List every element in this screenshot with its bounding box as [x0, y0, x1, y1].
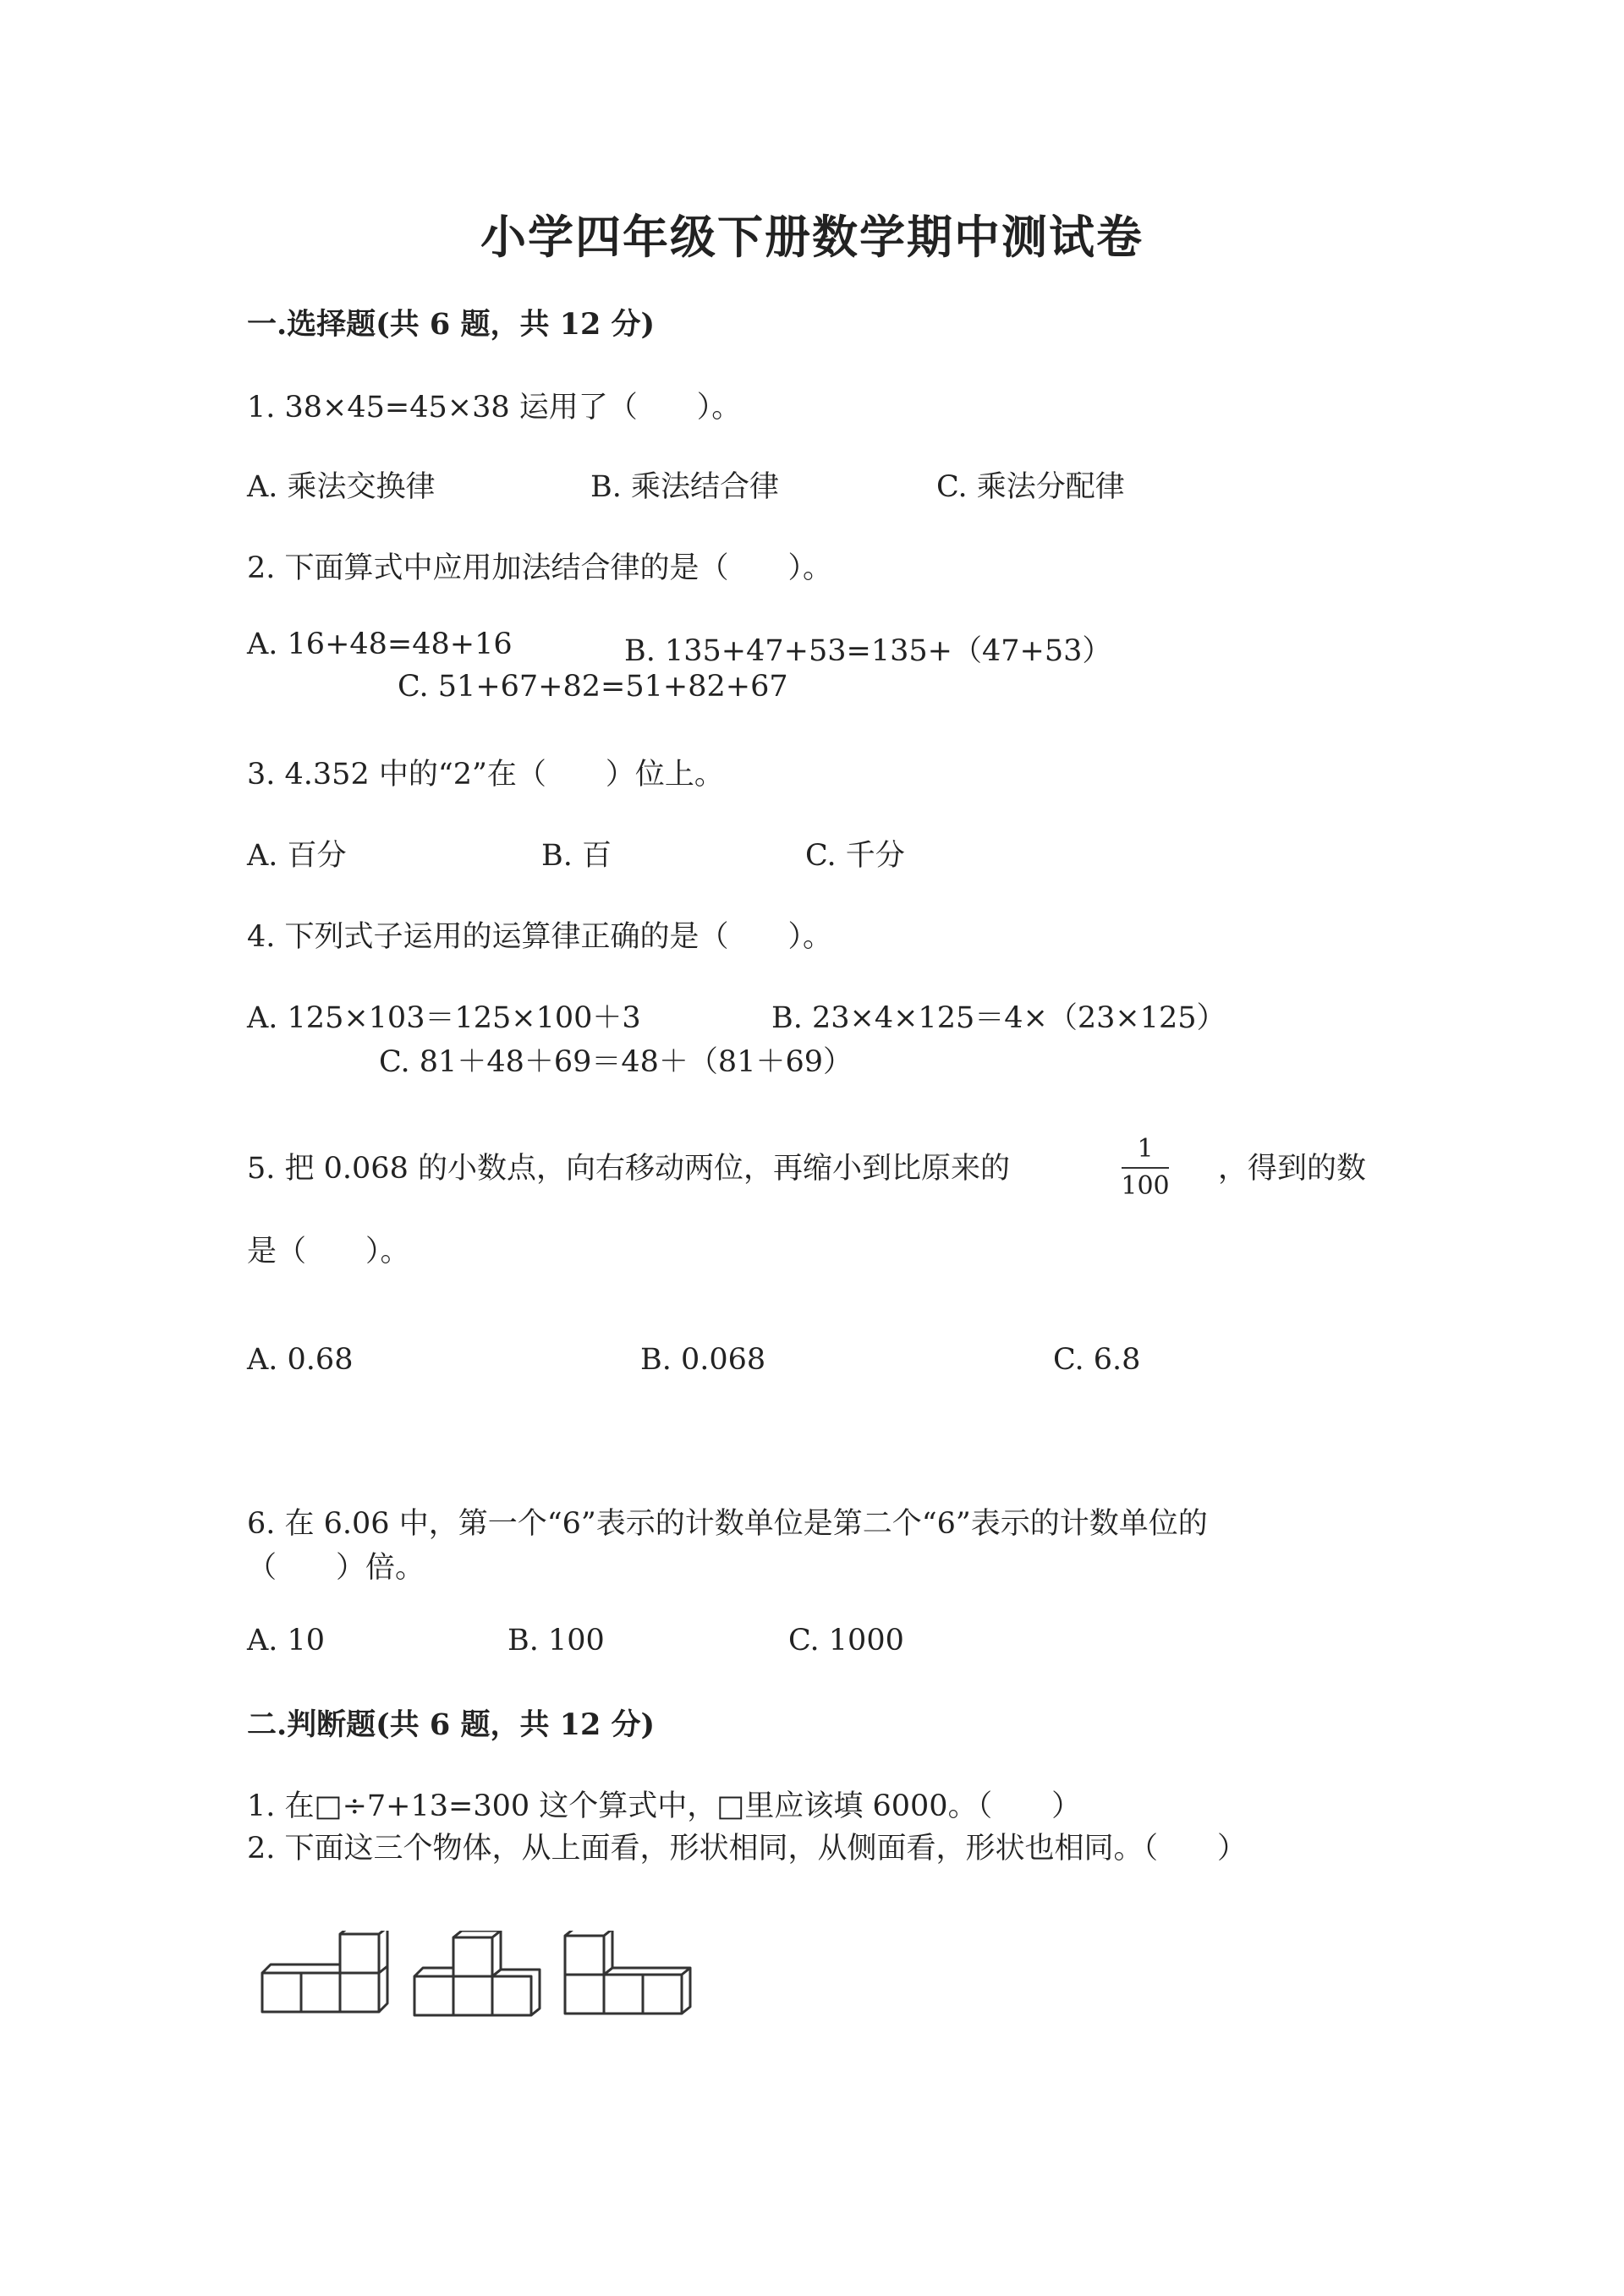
- question-2-option-b: B. 135+47+53=135+（47+53）: [624, 634, 1112, 668]
- question-3-option-c: C. 千分: [805, 839, 905, 873]
- question-5-text-after: ，得到的数: [1218, 1152, 1367, 1186]
- question-4-text: 4. 下列式子运用的运算律正确的是（ ）。: [247, 920, 833, 954]
- question-6-option-c: C. 1000: [788, 1624, 904, 1658]
- question-5-option-c: C. 6.8: [1053, 1343, 1141, 1377]
- question-4-option-c: C. 81＋48＋69＝48＋（81＋69）: [379, 1045, 853, 1079]
- question-2-option-a: A. 16+48=48+16: [247, 627, 513, 661]
- question-6-text-line2: （ ）倍。: [247, 1551, 425, 1585]
- question-3-text: 3. 4.352 中的“2”在（ ）位上。: [247, 758, 724, 792]
- question-5-option-b: B. 0.068: [640, 1343, 766, 1377]
- page-title: 小学四年级下册数学期中测试卷: [480, 210, 1144, 264]
- question-4-option-b: B. 23×4×125＝4×（23×125）: [771, 1001, 1226, 1035]
- cube-object-1: [262, 1931, 387, 2012]
- section-heading-multiple-choice: 一.选择题(共 6 题，共 12 分): [247, 307, 656, 342]
- question-1-text: 1. 38×45=45×38 运用了（ ）。: [247, 391, 742, 425]
- question-3-option-b: B. 百: [541, 839, 612, 873]
- judgment-question-2-text: 2. 下面这三个物体，从上面看，形状相同，从侧面看，形状也相同。（ ）: [247, 1832, 1248, 1866]
- question-5-text-line2: 是（ ）。: [247, 1235, 410, 1269]
- judgment-question-1-text: 1. 在□÷7+13=300 这个算式中，□里应该填 6000。（ ）: [247, 1789, 1082, 1823]
- question-1-option-c: C. 乘法分配律: [936, 470, 1125, 504]
- question-5-option-a: A. 0.68: [247, 1343, 354, 1377]
- question-3-option-a: A. 百分: [247, 839, 347, 873]
- question-5-fraction: [1118, 1134, 1172, 1201]
- question-6-option-a: A. 10: [247, 1624, 326, 1658]
- question-1-option-a: A. 乘法交换律: [247, 470, 436, 504]
- question-2-option-c: C. 51+67+82=51+82+67: [398, 670, 788, 704]
- question-1-option-b: B. 乘法结合律: [590, 470, 779, 504]
- question-6-option-b: B. 100: [508, 1624, 605, 1658]
- question-4-option-a: A. 125×103＝125×100＋3: [247, 1001, 641, 1035]
- question-5-text: 5. 把 0.068 的小数点，向右移动两位，再缩小到比原来的: [247, 1152, 1010, 1186]
- question-6-text: 6. 在 6.06 中，第一个“6”表示的计数单位是第二个“6”表示的计数单位的: [247, 1507, 1208, 1541]
- cube-objects-figure: [254, 1931, 710, 2032]
- fraction-denominator: 100: [1121, 1171, 1170, 1201]
- fraction-numerator: 1: [1137, 1134, 1154, 1164]
- cube-object-3: [565, 1931, 690, 2014]
- section-heading-true-false: 二.判断题(共 6 题，共 12 分): [247, 1707, 656, 1742]
- question-2-text: 2. 下面算式中应用加法结合律的是（ ）。: [247, 551, 833, 585]
- cube-object-2: [414, 1931, 540, 2015]
